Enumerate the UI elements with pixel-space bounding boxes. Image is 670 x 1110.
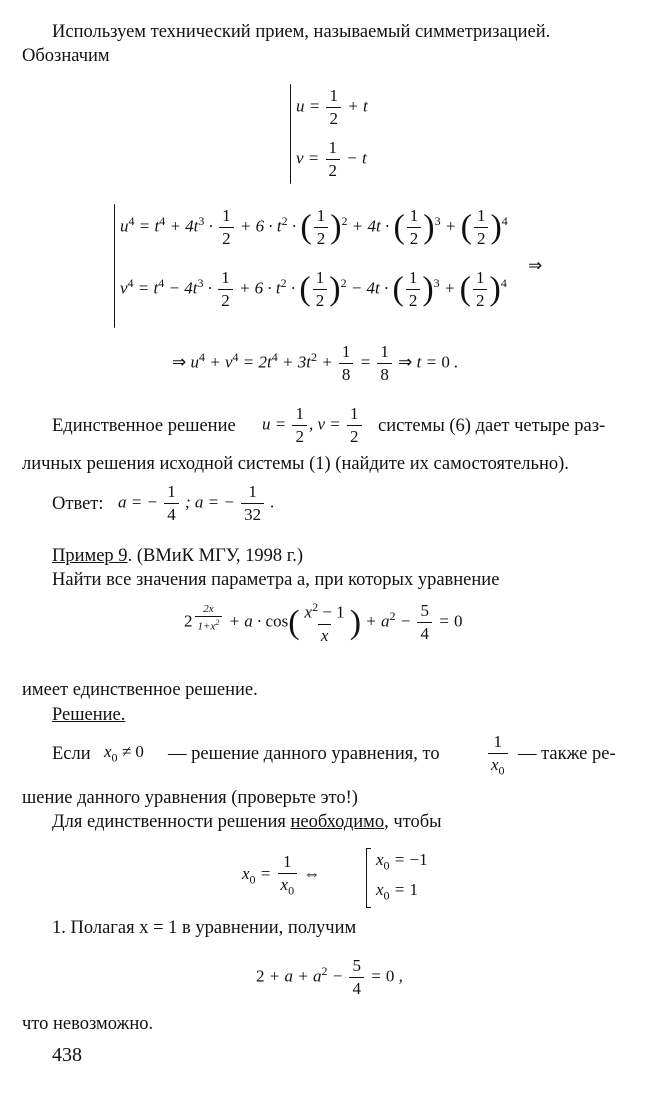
step-1: 1. Полагая x = 1 в уравнении, получим (52, 918, 357, 938)
find-statement: Найти все значения параметра a, при которых уравнение (52, 570, 500, 590)
eq-x0-inverse: $x_0$ = $\frac{1}{x_0}$ ⇔ (242, 852, 321, 898)
eq-u-def: u = $\frac{1}{2}$ + t (296, 86, 368, 128)
unique-statement: имеет единственное решение. (22, 680, 258, 700)
system-brace (290, 84, 291, 184)
example-source: . (ВМиК МГУ, 1998 г.) (127, 546, 304, 566)
eq-x0-plus1: $x_0 = 1$ (376, 880, 419, 903)
eq-solution-uv: u = $\frac{1}{2}$ , v = $\frac{1}{2}$ (262, 404, 364, 447)
eq-inverse-x0: $\frac{1}{x_0}$ (486, 732, 510, 778)
if-line-2: шение данного уравнения (проверьте это!) (22, 788, 358, 808)
impossible-text: что невозможно. (22, 1014, 154, 1034)
eq-main: 2 $^{\frac{2x}{1+x^2}}$ + a · cos( $\frac{x^2 - 1}{x}$ ) + $a^2$ − $\frac{5}{4}$ = 0 (184, 600, 463, 645)
eq-u4: $u^4 = t^4 + 4t^3$ · $\frac{1}{2}$ + $6 \cdot t^2$ · ( $\frac{1}{2}$ )$^2$ + 4t · ( $\frac{1}{2}$ )$^3$ + ( $\frac{1}{2}$ )$^4$ (120, 206, 508, 248)
solution-line-2: личных решения исходной системы (1) (найдите их самостоятельно). (22, 454, 569, 474)
if-text-pre: Если (52, 744, 91, 764)
if-text-post: — также ре- (518, 744, 616, 764)
eq-x0-minus1: $x_0 = -1$ (376, 850, 428, 873)
solution-label: Решение. (52, 705, 126, 725)
eq-sum: ⇒ $u^4 + v^4 = 2t^4 + 3t^2$ + $\frac{1}{8}$ = $\frac{1}{8}$ ⇒ t = 0 . (172, 342, 459, 384)
eq-v4: $v^4 = t^4 - 4t^3$ · $\frac{1}{2}$ + $6 \cdot t^2$ · ( $\frac{1}{2}$ )$^2$ − 4t · ( $\frac{1}{2}$ )$^3$ + ( $\frac{1}{2}$ )$^4$ (120, 268, 507, 310)
solution-text-post: системы (6) дает четыре раз- (378, 416, 606, 436)
example-heading (52, 546, 303, 567)
answer-label: Ответ: (52, 494, 104, 514)
necessity-text (52, 812, 442, 833)
necessity-word: необходимо (290, 812, 385, 832)
implies-arrow: ⇒ (528, 256, 543, 275)
solution-text-pre: Единственное решение (52, 416, 236, 436)
necessity-post: , чтобы (384, 812, 442, 832)
set-bracket (366, 848, 371, 908)
system4-brace (114, 204, 115, 328)
eq-x0-nonzero: $x_0 \ne 0$ (104, 742, 144, 765)
if-text-mid: — решение данного уравнения, то (168, 744, 440, 764)
necessity-pre: Для единственности решения (52, 812, 286, 832)
intro-line-2: Обозначим (22, 46, 110, 66)
eq-v-def: v = $\frac{1}{2}$ − t (296, 138, 367, 180)
eq-step1: $2 + a + a^2$ − $\frac{5}{4}$ = 0 , (256, 956, 403, 998)
intro-line-1: Используем технический прием, называемый симметризацией. (52, 22, 551, 42)
answer-values: a = − $\frac{1}{4}$ ; a = − $\frac{1}{32}$ . (118, 482, 275, 524)
page-number: 438 (52, 1044, 82, 1066)
example-label: Пример 9 (52, 546, 128, 566)
